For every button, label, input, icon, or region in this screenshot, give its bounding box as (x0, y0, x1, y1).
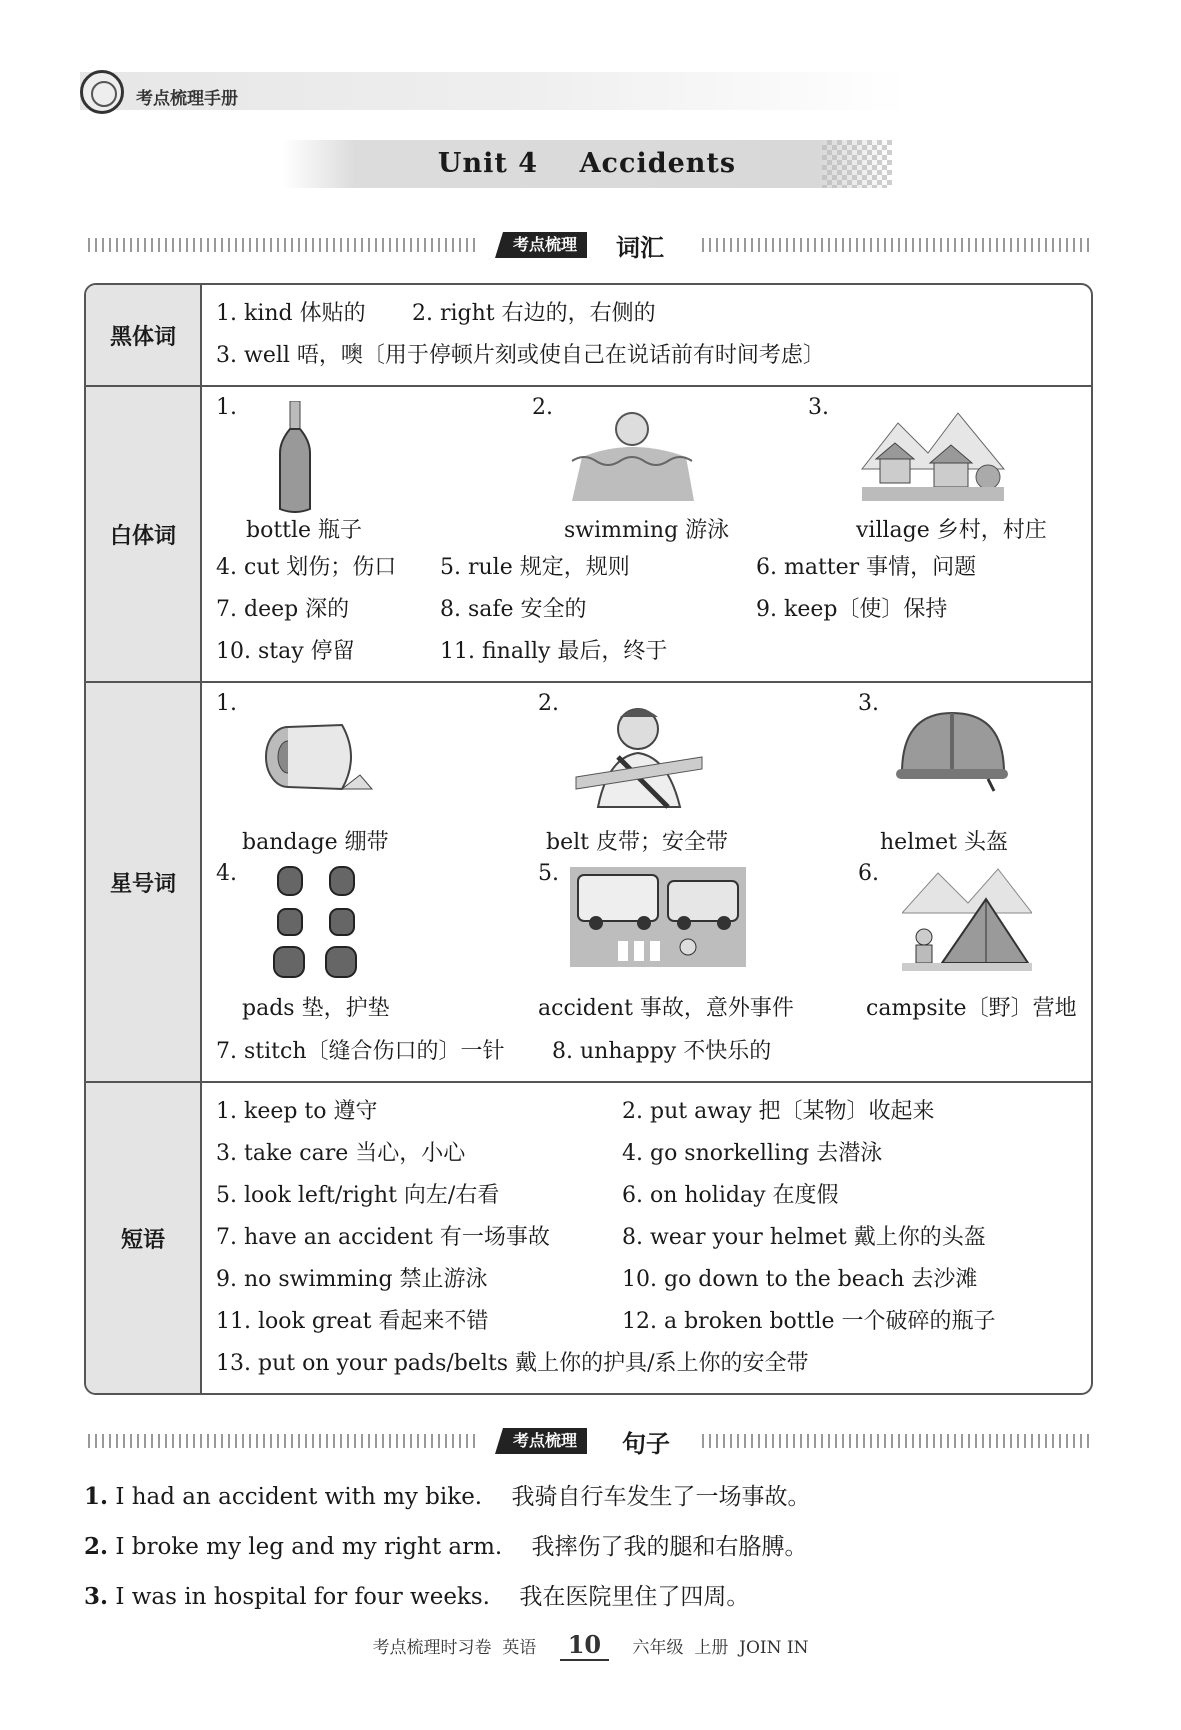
phrase-item: 7. have an accident 有一场事故 (216, 1225, 550, 1250)
sentence-chinese: 我骑自行车发生了一场事故。 (511, 1484, 811, 1510)
phrase-line (216, 1343, 1091, 1385)
item-number: 1. (216, 395, 237, 420)
vocab-line (216, 335, 1091, 377)
vocab-item: 9. keep〔使〕保持 (756, 597, 948, 622)
vocab-item: 10. stay 停留 (216, 639, 355, 664)
vocab-picture-item (532, 395, 812, 547)
item-number: 3. (808, 395, 829, 420)
row-label: 白体词 (86, 387, 202, 683)
vocab-item: 5. rule 规定，规则 (440, 555, 630, 580)
vocab-picture-item (538, 861, 838, 1031)
swimming-icon (562, 401, 702, 505)
picture-caption: campsite〔野〕营地 (866, 996, 1077, 1021)
phrase-item: 3. take care 当心，小心 (216, 1141, 466, 1166)
footer-left: 考点梳理时习卷 英语 (372, 1638, 537, 1658)
sentence-number: 2. (84, 1533, 109, 1560)
vocab-line (216, 631, 1091, 673)
section-tag: 考点梳理 (503, 1428, 587, 1454)
picture-caption: bandage 绷带 (242, 830, 389, 855)
picture-row (216, 691, 1091, 861)
item-number: 5. (538, 861, 559, 886)
row-content (202, 1083, 1091, 1393)
item-number: 2. (532, 395, 553, 420)
vocab-table (84, 283, 1093, 1395)
vocab-item: 8. safe 安全的 (440, 597, 587, 622)
phrase-line (216, 1091, 1091, 1133)
sentence-item (84, 1578, 749, 1611)
page-title: Unit 4 Accidents (437, 148, 737, 179)
picture-caption: bottle 瓶子 (246, 518, 363, 543)
row-baiti (86, 387, 1091, 683)
phrase-line (216, 1301, 1091, 1343)
sentence-chinese: 我摔伤了我的腿和右胳膊。 (531, 1534, 808, 1560)
phrase-item: 2. put away 把〔某物〕收起来 (622, 1099, 935, 1124)
picture-caption: accident 事故，意外事件 (538, 996, 794, 1021)
publisher-logo (80, 70, 124, 114)
phrase-item: 1. keep to 遵守 (216, 1099, 378, 1124)
phrase-item: 5. look left/right 向左/右看 (216, 1183, 500, 1208)
helmet-icon (892, 707, 1012, 795)
item-number: 2. (538, 691, 559, 716)
item-number: 6. (858, 861, 879, 886)
section-tag: 考点梳理 (503, 232, 587, 258)
sentence-item (84, 1528, 808, 1561)
phrase-item: 4. go snorkelling 去潜泳 (622, 1141, 883, 1166)
row-xinghao (86, 683, 1091, 1083)
seatbelt-icon (568, 697, 708, 817)
accident-icon (568, 865, 748, 969)
vocab-line (216, 547, 1091, 589)
phrase-item: 10. go down to the beach 去沙滩 (622, 1267, 978, 1292)
phrase-line (216, 1133, 1091, 1175)
item-number: 4. (216, 861, 237, 886)
sentence-number: 1. (84, 1483, 109, 1510)
sentence-item (84, 1478, 810, 1511)
row-content (202, 683, 1091, 1083)
header-brand: 考点梳理手册 (136, 89, 238, 109)
page-footer (0, 1630, 1181, 1661)
vocab-item: 7. deep 深的 (216, 597, 350, 622)
row-label: 黑体词 (86, 285, 202, 387)
pads-icon (260, 861, 380, 983)
phrase-item: 12. a broken bottle 一个破碎的瓶子 (622, 1309, 996, 1334)
section-title-vocab: 词汇 (616, 234, 664, 262)
vocab-item: 1. kind 体贴的 (216, 301, 366, 326)
campsite-icon (902, 863, 1032, 973)
row-label: 短语 (86, 1083, 202, 1393)
row-heiti (86, 285, 1091, 387)
vocab-item: 11. finally 最后，终于 (440, 639, 668, 664)
section-rule-right (702, 1434, 1092, 1448)
vocab-picture-item (858, 691, 1093, 861)
vocab-line (216, 589, 1091, 631)
row-duanyu (86, 1083, 1091, 1393)
phrase-item: 8. wear your helmet 戴上你的头盔 (622, 1225, 986, 1250)
picture-row (216, 861, 1091, 1031)
picture-caption: pads 垫，护垫 (242, 996, 390, 1021)
vocab-item: 3. well 唔，噢〔用于停顿片刻或使自己在说话前有时间考虑〕 (216, 343, 825, 368)
sentence-english: I had an accident with my bike. (115, 1484, 483, 1510)
bottle-icon (276, 401, 314, 513)
vocab-picture-item (216, 395, 516, 547)
phrase-item: 11. look great 看起来不错 (216, 1309, 489, 1334)
phrase-item: 6. on holiday 在度假 (622, 1183, 839, 1208)
row-label: 星号词 (86, 683, 202, 1083)
sentence-english: I was in hospital for four weeks. (115, 1584, 490, 1610)
section-rule-left (88, 238, 480, 252)
vocab-picture-item (858, 861, 1093, 1031)
footer-right: 六年级 上册 JOIN IN (632, 1638, 809, 1658)
item-number: 3. (858, 691, 879, 716)
vocab-item: 8. unhappy 不快乐的 (552, 1039, 772, 1064)
vocab-item: 7. stitch〔缝合伤口的〕一针 (216, 1039, 505, 1064)
vocab-line (216, 293, 1091, 335)
row-content (202, 387, 1091, 683)
bandage-icon (256, 717, 376, 797)
row-content (202, 285, 1091, 387)
vocab-item: 2. right 右边的，右侧的 (412, 301, 656, 326)
village-icon (858, 399, 1008, 505)
vocab-picture-item (216, 691, 516, 861)
sentence-number: 3. (84, 1583, 109, 1610)
phrase-item: 13. put on your pads/belts 戴上你的护具/系上你的安全带 (216, 1351, 809, 1376)
section-title-sentences: 句子 (622, 1430, 670, 1458)
picture-caption: village 乡村，村庄 (856, 518, 1047, 543)
picture-caption: helmet 头盔 (880, 830, 1008, 855)
picture-caption: belt 皮带；安全带 (546, 830, 728, 855)
phrase-line (216, 1217, 1091, 1259)
vocab-picture-item (538, 691, 838, 861)
sentence-chinese: 我在医院里住了四周。 (519, 1584, 750, 1610)
picture-caption: swimming 游泳 (564, 518, 730, 543)
vocab-picture-item (216, 861, 516, 1031)
page-number: 10 (560, 1630, 609, 1661)
vocab-item: 4. cut 划伤；伤口 (216, 555, 397, 580)
phrase-line (216, 1259, 1091, 1301)
vocab-line (216, 1031, 1091, 1073)
picture-row (216, 395, 1091, 547)
phrase-line (216, 1175, 1091, 1217)
vocab-picture-item (808, 395, 1093, 547)
section-rule-right (702, 238, 1092, 252)
sentence-english: I broke my leg and my right arm. (115, 1534, 503, 1560)
section-rule-left (88, 1434, 480, 1448)
vocab-item: 6. matter 事情，问题 (756, 555, 977, 580)
item-number: 1. (216, 691, 237, 716)
phrase-item: 9. no swimming 禁止游泳 (216, 1267, 488, 1292)
